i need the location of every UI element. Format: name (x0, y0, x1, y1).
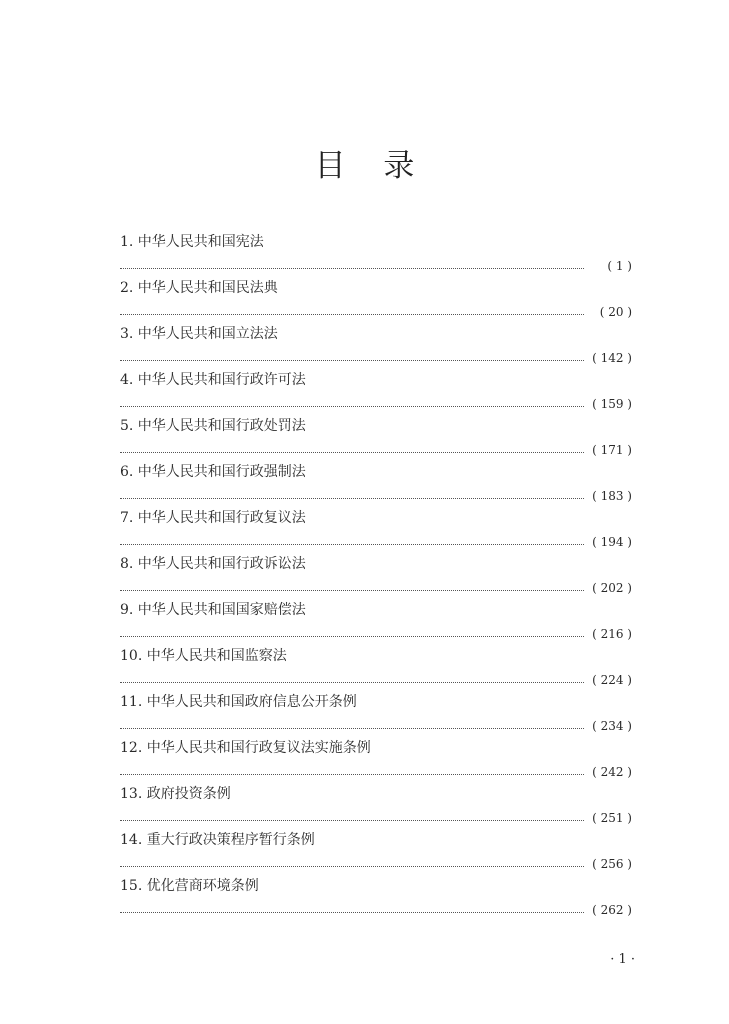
toc-page-number: ( 183 ) (592, 489, 632, 503)
toc-entry-title: 15. 优化营商环境条例 (120, 878, 259, 894)
dot-leader (120, 544, 584, 545)
toc-entry[interactable] (120, 828, 632, 874)
toc-leader (120, 440, 632, 460)
page-title: 目 录 (314, 148, 429, 184)
dot-leader (120, 820, 584, 821)
dot-leader (120, 866, 584, 867)
toc-entry-title: 9. 中华人民共和国国家赔偿法 (120, 602, 306, 618)
toc-page-number: ( 262 ) (592, 903, 632, 917)
dot-leader (120, 360, 584, 361)
toc-entry[interactable] (120, 690, 632, 736)
toc-leader (120, 302, 632, 322)
toc-entry-title: 4. 中华人民共和国行政许可法 (120, 372, 306, 388)
toc-entry[interactable] (120, 874, 632, 920)
toc-entry-title: 2. 中华人民共和国民法典 (120, 280, 278, 296)
toc-leader (120, 532, 632, 552)
toc-page-number: ( 256 ) (592, 857, 632, 871)
toc-entry[interactable] (120, 460, 632, 506)
toc-page-number: ( 224 ) (592, 673, 632, 687)
toc-leader (120, 394, 632, 414)
toc-page-number: ( 202 ) (592, 581, 632, 595)
toc-entry-title: 10. 中华人民共和国监察法 (120, 648, 287, 664)
toc-page-number: ( 242 ) (592, 765, 632, 779)
dot-leader (120, 682, 584, 683)
toc-entry[interactable] (120, 506, 632, 552)
toc-entry[interactable] (120, 644, 632, 690)
dot-leader (120, 774, 584, 775)
toc-entry-title: 5. 中华人民共和国行政处罚法 (120, 418, 306, 434)
toc-entry-title: 6. 中华人民共和国行政强制法 (120, 464, 306, 480)
toc-page-number: ( 1 ) (607, 259, 632, 273)
toc-entry[interactable] (120, 782, 632, 828)
toc-entry-title: 7. 中华人民共和国行政复议法 (120, 510, 306, 526)
toc-leader (120, 716, 632, 736)
dot-leader (120, 590, 584, 591)
toc-entry[interactable] (120, 322, 632, 368)
dot-leader (120, 912, 584, 913)
toc-leader (120, 578, 632, 598)
toc-leader (120, 854, 632, 874)
toc-page-number: ( 159 ) (592, 397, 632, 411)
dot-leader (120, 498, 584, 499)
toc-entry[interactable] (120, 736, 632, 782)
toc-leader (120, 348, 632, 368)
toc-page-number: ( 194 ) (592, 535, 632, 549)
toc-page-number: ( 20 ) (599, 305, 632, 319)
toc-entry[interactable] (120, 598, 632, 644)
toc-entry[interactable] (120, 414, 632, 460)
toc-entry-title: 8. 中华人民共和国行政诉讼法 (120, 556, 306, 572)
toc-entry[interactable] (120, 552, 632, 598)
toc-leader (120, 256, 632, 276)
toc-page-number: ( 234 ) (592, 719, 632, 733)
toc-leader (120, 670, 632, 690)
toc-leader (120, 808, 632, 828)
dot-leader (120, 452, 584, 453)
toc-entry-title: 14. 重大行政决策程序暂行条例 (120, 832, 315, 848)
toc-leader (120, 624, 632, 644)
dot-leader (120, 314, 584, 315)
footer-page-number: · 1 · (610, 952, 635, 967)
toc-page-number: ( 142 ) (592, 351, 632, 365)
dot-leader (120, 268, 584, 269)
toc-leader (120, 762, 632, 782)
toc-entry-title: 1. 中华人民共和国宪法 (120, 234, 264, 250)
toc-leader (120, 900, 632, 920)
toc-page-number: ( 216 ) (592, 627, 632, 641)
toc-entry-title: 3. 中华人民共和国立法法 (120, 326, 278, 342)
toc-entry[interactable] (120, 230, 632, 276)
toc-page-number: ( 251 ) (592, 811, 632, 825)
toc-entry-title: 13. 政府投资条例 (120, 786, 231, 802)
toc-entry-title: 11. 中华人民共和国政府信息公开条例 (120, 694, 357, 710)
toc-entry[interactable] (120, 276, 632, 322)
toc-leader (120, 486, 632, 506)
toc-page-number: ( 171 ) (592, 443, 632, 457)
toc-entry-title: 12. 中华人民共和国行政复议法实施条例 (120, 740, 371, 756)
dot-leader (120, 406, 584, 407)
table-of-contents (120, 230, 632, 920)
dot-leader (120, 728, 584, 729)
dot-leader (120, 636, 584, 637)
toc-entry[interactable] (120, 368, 632, 414)
